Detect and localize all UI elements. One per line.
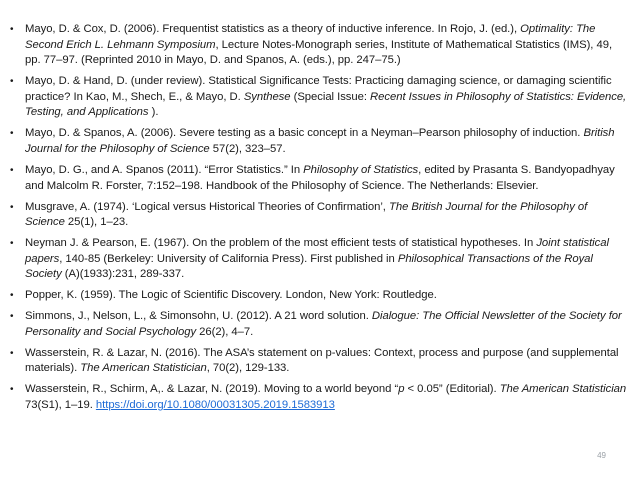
reference-list xyxy=(10,22,628,419)
page-number: 49 xyxy=(597,451,606,460)
reference-text: 26(2), 4–7. xyxy=(196,325,254,338)
bullet-icon: • xyxy=(10,24,14,35)
bullet-icon: • xyxy=(10,128,14,140)
reference-text: (Special Issue: xyxy=(290,90,371,103)
bullet-icon: • xyxy=(10,384,14,396)
bullet-icon: • xyxy=(10,201,14,213)
bullet-icon: • xyxy=(10,347,14,359)
reference-item xyxy=(10,346,628,377)
reference-italic-text: Philosophical Transactions of the Royal Society xyxy=(25,252,593,281)
reference-item xyxy=(10,126,628,157)
reference-italic-text: The American Statistician xyxy=(499,383,627,396)
doi-link[interactable]: https://doi.org/10.1080/00031305.2019.1583913 xyxy=(95,398,335,411)
reference-text: Mayo, D. G., and A. Spanos (2011). “Error Statistics.” In xyxy=(25,163,304,176)
reference-italic-text: Recent Issues in Philosophy of Statistics: Evidence, Testing, and Applications xyxy=(25,90,627,119)
reference-text: Neyman J. & Pearson, E. (1967). On the problem of the most efficient tests of statistical hypotheses. In xyxy=(25,237,537,250)
bullet-icon: • xyxy=(10,76,14,88)
reference-text: 25(1), 1–23. xyxy=(64,216,129,229)
bullet-icon: • xyxy=(10,164,14,176)
reference-text: , 140-85 (Berkeley: University of California Press). First published in xyxy=(59,252,398,265)
bullet-icon: • xyxy=(10,311,14,323)
reference-item xyxy=(10,309,628,340)
reference-item xyxy=(10,236,628,283)
reference-italic-text: Dialogue: The Official Newsletter of the Society for Personality and Social Psychology xyxy=(25,310,622,338)
reference-item xyxy=(10,200,628,231)
reference-italic-text: p xyxy=(398,383,405,396)
reference-italic-text: Synthese xyxy=(243,90,291,103)
reference-text: 73(S1), 1–19. xyxy=(25,398,96,411)
reference-italic-text: The American Statistician xyxy=(80,362,207,375)
reference-text: , 70(2), 129-133. xyxy=(206,362,290,375)
reference-text: ). xyxy=(148,106,159,119)
reference-italic-text: Philosophy of Statistics xyxy=(303,163,419,176)
reference-text: Wasserstein, R. & Lazar, N. (2016). The ASA’s statement on p-values: Context, process and purpose (and supplemental materials). xyxy=(25,346,619,375)
reference-item xyxy=(10,74,628,121)
reference-text: , edited by Prasanta S. Bandyopadhyay and Malcolm R. Forster, 7:152–198. Handbook of the Philosophy of Science. The Netherlands: Elsevier. xyxy=(25,163,615,192)
reference-italic-text: Joint statistical papers xyxy=(25,237,609,265)
reference-text: , Lecture Notes-Monograph series, Institute of Mathematical Statistics (IMS), 49, pp. 77–97. (Reprinted 2010 in Mayo, D. and Spanos, A. (eds.), pp. 247–75.) xyxy=(25,38,613,67)
reference-text: Mayo, D. & Spanos, A. (2006). Severe testing as a basic concept in a Neyman–Pearson philosophy of induction. xyxy=(25,127,584,140)
reference-item xyxy=(10,288,628,304)
reference-text: 57(2), 323–57. xyxy=(209,142,286,155)
reference-text: Musgrave, A. (1974). ‘Logical versus Historical Theories of Confirmation’, xyxy=(25,200,389,213)
bullet-icon: • xyxy=(10,290,14,302)
reference-italic-text: British Journal for the Philosophy of Science xyxy=(25,127,615,155)
reference-item xyxy=(10,22,628,69)
reference-item xyxy=(10,382,628,413)
reference-text: Popper, K. (1959). The Logic of Scientific Discovery. London, New York: Routledge. xyxy=(25,289,437,302)
bullet-icon: • xyxy=(10,238,14,250)
reference-italic-text: Optimality: The Second Erich L. Lehmann Symposium xyxy=(25,23,596,51)
reference-text: Mayo, D. & Hand, D. (under review). Statistical Significance Tests: Practicing damaging science, or damaging scientific practice? In Kao, M., Shech, E., & Mayo, D. xyxy=(25,75,612,103)
reference-text: (A)(1933):231, 289-337. xyxy=(61,268,185,281)
reference-italic-text: The British Journal for the Philosophy of Science xyxy=(25,200,588,229)
reference-text: Mayo, D. & Cox, D. (2006). Frequentist statistics as a theory of inductive inference. In Rojo, J. (ed.), xyxy=(25,23,521,35)
reference-text: Wasserstein, R., Schirm, A,. & Lazar, N. (2019). Moving to a world beyond “ xyxy=(25,383,399,396)
reference-item xyxy=(10,163,628,194)
reference-text: Simmons, J., Nelson, L., & Simonsohn, U. (2012). A 21 word solution. xyxy=(25,310,372,323)
reference-text: < 0.05” (Editorial). xyxy=(404,383,500,396)
